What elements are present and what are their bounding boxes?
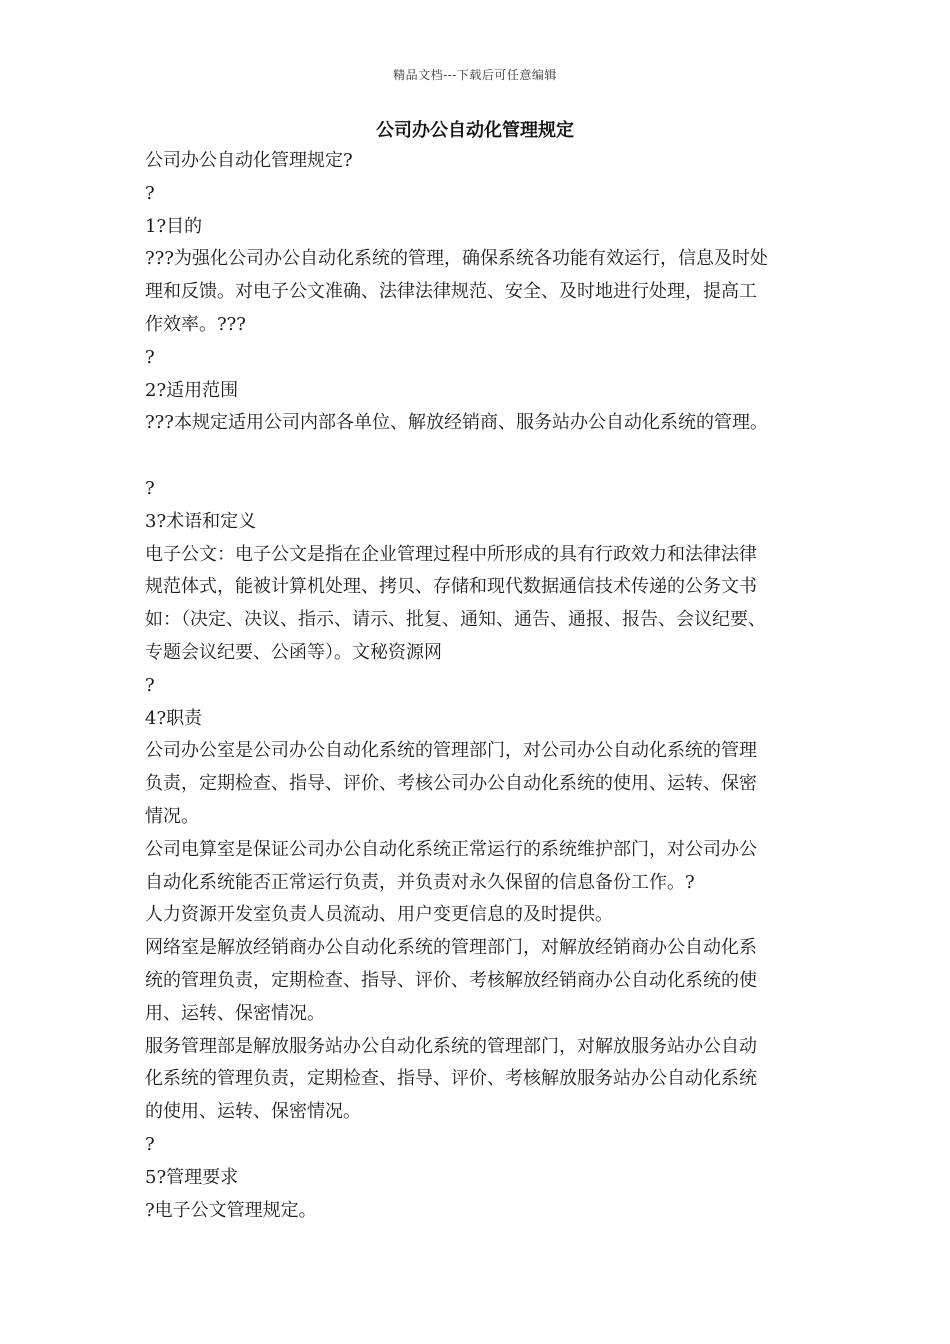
subtitle-line: 公司办公自动化管理规定? <box>145 150 353 171</box>
text-line: 情况。 <box>145 805 199 827</box>
document-title: 公司办公自动化管理规定 <box>376 120 574 141</box>
text-line: ?电子公文管理规定。 <box>145 1199 317 1221</box>
document-body <box>145 145 811 1227</box>
text-line: 理和反馈。对电子公文准确、法律法律规范、安全、及时地进行处理，提高工 <box>145 281 757 303</box>
text-line: 用、运转、保密情况。 <box>145 1002 325 1024</box>
text-line: ? <box>145 477 155 499</box>
text-line: 作效率。??? <box>145 313 246 335</box>
text-line: 负责，定期检查、指导、评价、考核公司办公自动化系统的使用、运转、保密 <box>145 773 757 795</box>
text-line: ? <box>145 182 155 204</box>
text-line: ???本规定适用公司内部各单位、解放经销商、服务站办公自动化系统的管理。 <box>145 412 768 434</box>
text-line: 服务管理部是解放服务站办公自动化系统的管理部门，对解放服务站办公自动 <box>145 1035 757 1057</box>
header-note: 精品文档---下载后可任意编辑 <box>393 68 557 82</box>
text-line: 统的管理负责，定期检查、指导、评价、考核解放经销商办公自动化系统的使 <box>145 969 757 991</box>
section-heading-purpose: 1?目的 <box>145 215 203 237</box>
blank-line <box>145 440 811 473</box>
text-line: 规范体式，能被计算机处理、拷贝、存储和现代数据通信技术传递的公务文书 <box>145 576 757 598</box>
text-line: ???为强化公司办公自动化系统的管理，确保系统各功能有效运行，信息及时处 <box>145 248 768 270</box>
text-line: 公司办公室是公司办公自动化系统的管理部门，对公司办公自动化系统的管理 <box>145 740 757 762</box>
text-line: 化系统的管理负责，定期检查、指导、评价、考核解放服务站办公自动化系统 <box>145 1068 757 1090</box>
section-heading-duties: 4?职责 <box>145 707 203 729</box>
text-line: 网络室是解放经销商办公自动化系统的管理部门，对解放经销商办公自动化系 <box>145 937 757 959</box>
section-heading-terms: 3?术语和定义 <box>145 510 257 532</box>
text-line: 专题会议纪要、公函等）。文秘资源网 <box>145 641 442 663</box>
text-line: ? <box>145 1133 155 1155</box>
section-heading-requirements: 5?管理要求 <box>145 1166 239 1188</box>
text-line: ? <box>145 346 155 368</box>
text-line: 公司电算室是保证公司办公自动化系统正常运行的系统维护部门，对公司办公 <box>145 838 757 860</box>
text-line: 人力资源开发室负责人员流动、用户变更信息的及时提供。 <box>145 904 613 926</box>
text-line: ? <box>145 674 155 696</box>
section-heading-scope: 2?适用范围 <box>145 379 239 401</box>
text-line: 的使用、运转、保密情况。 <box>145 1101 361 1123</box>
text-line: 如：（决定、决议、指示、请示、批复、通知、通告、通报、报告、会议纪要、 <box>145 609 766 631</box>
text-line: 电子公文：电子公文是指在企业管理过程中所形成的具有行政效力和法律法律 <box>145 543 757 565</box>
text-line: 自动化系统能否正常运行负责，并负责对永久保留的信息备份工作。? <box>145 871 695 893</box>
